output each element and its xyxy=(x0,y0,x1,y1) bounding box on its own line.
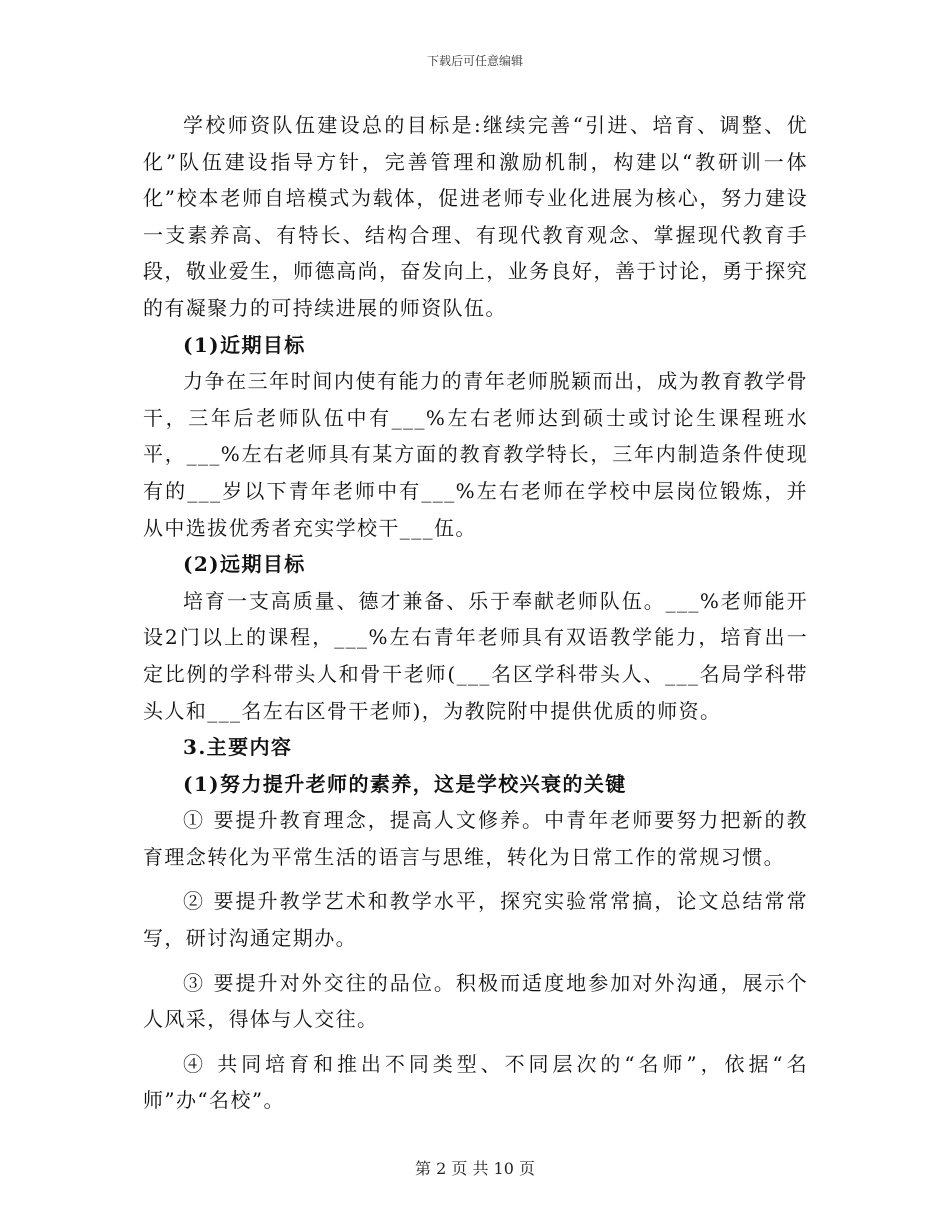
near-term-goal-heading: (1)近期目标 xyxy=(183,332,306,357)
near-term-goal-paragraph: 力争在三年时间内使有能力的青年老师脱颖而出，成为教育教学骨干，三年后老师队伍中有___%左右老师达到硕士或讨论生课程班水平，___%左右老师具有某方面的教育教学特长，三年内制造条件使现有的___岁以下青年老师中有___%左右老师在学校中层岗位锻炼，并从中选拔优秀者充实学校干___伍。 xyxy=(143,369,808,540)
long-term-goal-heading: (2)远期目标 xyxy=(183,552,306,577)
goal-overview-paragraph: 学校师资队伍建设总的目标是:继续完善“引进、培育、调整、优化”队伍建设指导方针，完善管理和激励机制，构建以“教研训一体化”校本老师自培模式为载体，促进老师专业化进展为核心，努力建设一支素养高、有特长、结构合理、有现代教育观念、掌握现代教育手段，敬业爱生，师德高尚，奋发向上，业务良好，善于讨论，勇于探究的有凝聚力的可持续进展的师资队伍。 xyxy=(143,113,808,320)
long-term-goal-paragraph: 培育一支高质量、德才兼备、乐于奉献老师队伍。___%老师能开设2门以上的课程，___%左右青年老师具有双语教学能力，培育出一定比例的学科带头人和骨干老师(___名区学科带头人、___名局学科带头人和___名左右区骨干老师)，为教院附中提供优质的师资。 xyxy=(143,588,808,723)
item-2-paragraph: ② 要提升教学艺术和教学水平，探究实验常常搞，论文总结常常写，研讨沟通定期办。 xyxy=(143,889,808,951)
item-1-paragraph: ① 要提升教育理念，提高人文修养。中青年老师要努力把新的教育理念转化为平常生活的语言与思维，转化为日常工作的常规习惯。 xyxy=(143,808,808,869)
page-header-note: 下载后可任意编辑 xyxy=(426,54,523,68)
document-body xyxy=(143,107,808,1119)
item-3-paragraph: ③ 要提升对外交往的品位。积极而适度地参加对外沟通，展示个人风采，得体与人交往。 xyxy=(143,970,808,1032)
page-footer: 第 2 页 共 10 页 xyxy=(415,1159,535,1178)
item-4-paragraph: ④ 共同培育和推出不同类型、不同层次的“名师”，依据“名师”办“名校”。 xyxy=(143,1051,808,1113)
main-content-heading: 3.主要内容 xyxy=(183,735,293,760)
improve-quality-heading: (1)努力提升老师的素养，这是学校兴衰的关键 xyxy=(183,771,627,796)
